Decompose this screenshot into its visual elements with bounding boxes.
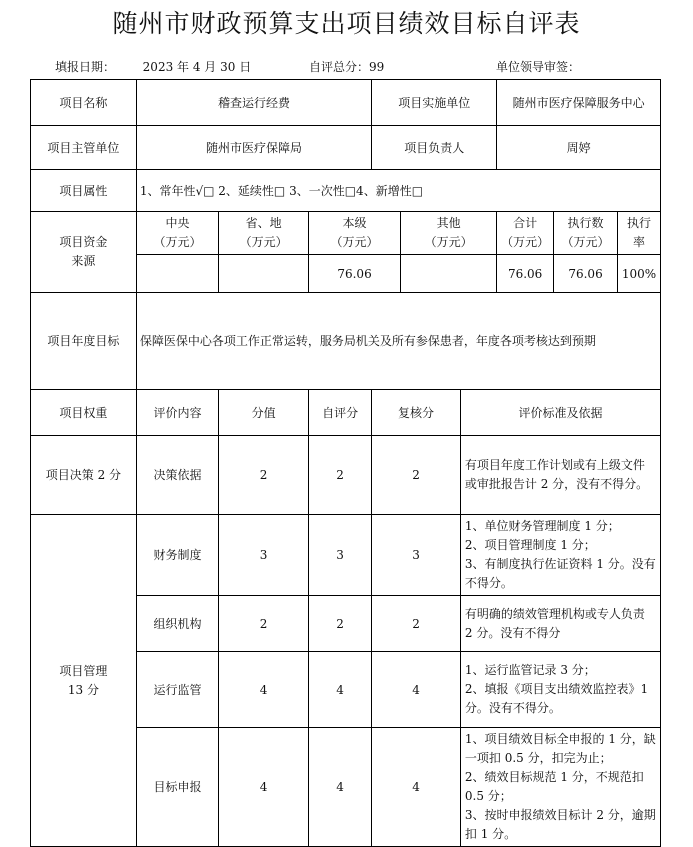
row-self-score: 3: [309, 515, 372, 596]
row-review-score: 3: [372, 515, 461, 596]
row-criteria: 1、项目绩效目标全申报的 1 分，缺一项扣 0.5 分，扣完为止； 2、绩效目标规范 1 分，不规范扣 0.5 分； 3、按时申报绩效目标计 2 分，逾期扣 1 分。: [460, 728, 660, 847]
impl-unit-label: 项目实施单位: [372, 80, 497, 126]
header-self-score: 自评分: [309, 390, 372, 436]
row-content: 财务制度: [136, 515, 218, 596]
dept-label: 项目主管单位: [31, 126, 137, 170]
row-content: 目标申报: [136, 728, 218, 847]
header-review-score: 复核分: [372, 390, 461, 436]
header-weight: 项目权重: [31, 390, 137, 436]
decision-label: 项目决策 2 分: [31, 436, 137, 515]
goal-label: 项目年度目标: [31, 293, 137, 390]
funds-value-other: [401, 255, 497, 293]
row-content: 决策依据: [136, 436, 218, 515]
attr-label: 项目属性: [31, 170, 137, 212]
funds-value-province: [219, 255, 309, 293]
table-row: [31, 515, 661, 596]
header-content: 评价内容: [136, 390, 218, 436]
funds-value-total: 76.06: [497, 255, 554, 293]
row-criteria: 1、运行监管记录 3 分； 2、填报《项目支出绩效监控表》1 分。没有不得分。: [460, 652, 660, 728]
row-content: 组织机构: [136, 596, 218, 652]
row-criteria: 有明确的绩效管理机构或专人负责 2 分。没有不得分: [460, 596, 660, 652]
row-score: 4: [219, 652, 309, 728]
fill-date-value: 2023 年 4 月 30 日: [142, 60, 252, 74]
row-self-score: 4: [309, 728, 372, 847]
row-self-score: 2: [309, 436, 372, 515]
funds-value-central: [136, 255, 218, 293]
leader-signoff: 单位领导审签：: [496, 60, 581, 74]
funds-header-other: 其他 （万元）: [401, 212, 497, 255]
owner-label: 项目负责人: [372, 126, 497, 170]
row-review-score: 2: [372, 436, 461, 515]
row-score: 2: [219, 596, 309, 652]
funds-header-province: 省、地 （万元）: [219, 212, 309, 255]
fill-date-label: 填报日期：: [55, 60, 116, 74]
row-criteria: 有项目年度工作计划或有上级文件或审批报告计 2 分，没有不得分。: [460, 436, 660, 515]
row-review-score: 2: [372, 596, 461, 652]
row-self-score: 2: [309, 596, 372, 652]
impl-unit-value: 随州市医疗保障服务中心: [497, 80, 661, 126]
table-row: [31, 436, 661, 515]
row-score: 4: [219, 728, 309, 847]
row-content: 运行监管: [136, 652, 218, 728]
header-score: 分值: [219, 390, 309, 436]
funds-label: 项目资金 来源: [31, 212, 137, 293]
page-title: 随州市财政预算支出项目绩效目标自评表: [112, 9, 581, 38]
attr-value: 1、常年性√□ 2、延续性□ 3、一次性□4、新增性□: [136, 170, 660, 212]
row-self-score: 4: [309, 652, 372, 728]
funds-value-rate: 100%: [618, 255, 661, 293]
fill-date: [55, 58, 251, 75]
management-label: 项目管理 13 分: [31, 515, 137, 847]
project-name-label: 项目名称: [31, 80, 137, 126]
dept-value: 随州市医疗保障局: [136, 126, 371, 170]
self-score-label: 自评总分：: [309, 60, 370, 74]
evaluation-table: [30, 79, 661, 847]
row-review-score: 4: [372, 652, 461, 728]
funds-header-central: 中央 （万元）: [136, 212, 218, 255]
self-score-value: 99: [369, 60, 385, 74]
self-score: [309, 58, 384, 75]
funds-header-rate: 执行 率: [618, 212, 661, 255]
funds-header-executed: 执行数 （万元）: [553, 212, 617, 255]
header-criteria: 评价标准及依据: [460, 390, 660, 436]
row-criteria: 1、单位财务管理制度 1 分； 2、项目管理制度 1 分； 3、有制度执行佐证资料 1 分。没有不得分。: [460, 515, 660, 596]
owner-value: 周婷: [497, 126, 661, 170]
goal-value: 保障医保中心各项工作正常运转，服务局机关及所有参保患者，年度各项考核达到预期: [136, 293, 660, 390]
funds-value-executed: 76.06: [553, 255, 617, 293]
row-score: 2: [219, 436, 309, 515]
row-score: 3: [219, 515, 309, 596]
funds-header-total: 合计 （万元）: [497, 212, 554, 255]
funds-value-local: 76.06: [309, 255, 401, 293]
row-review-score: 4: [372, 728, 461, 847]
funds-header-local: 本级 （万元）: [309, 212, 401, 255]
project-name-value: 稽查运行经费: [136, 80, 371, 126]
